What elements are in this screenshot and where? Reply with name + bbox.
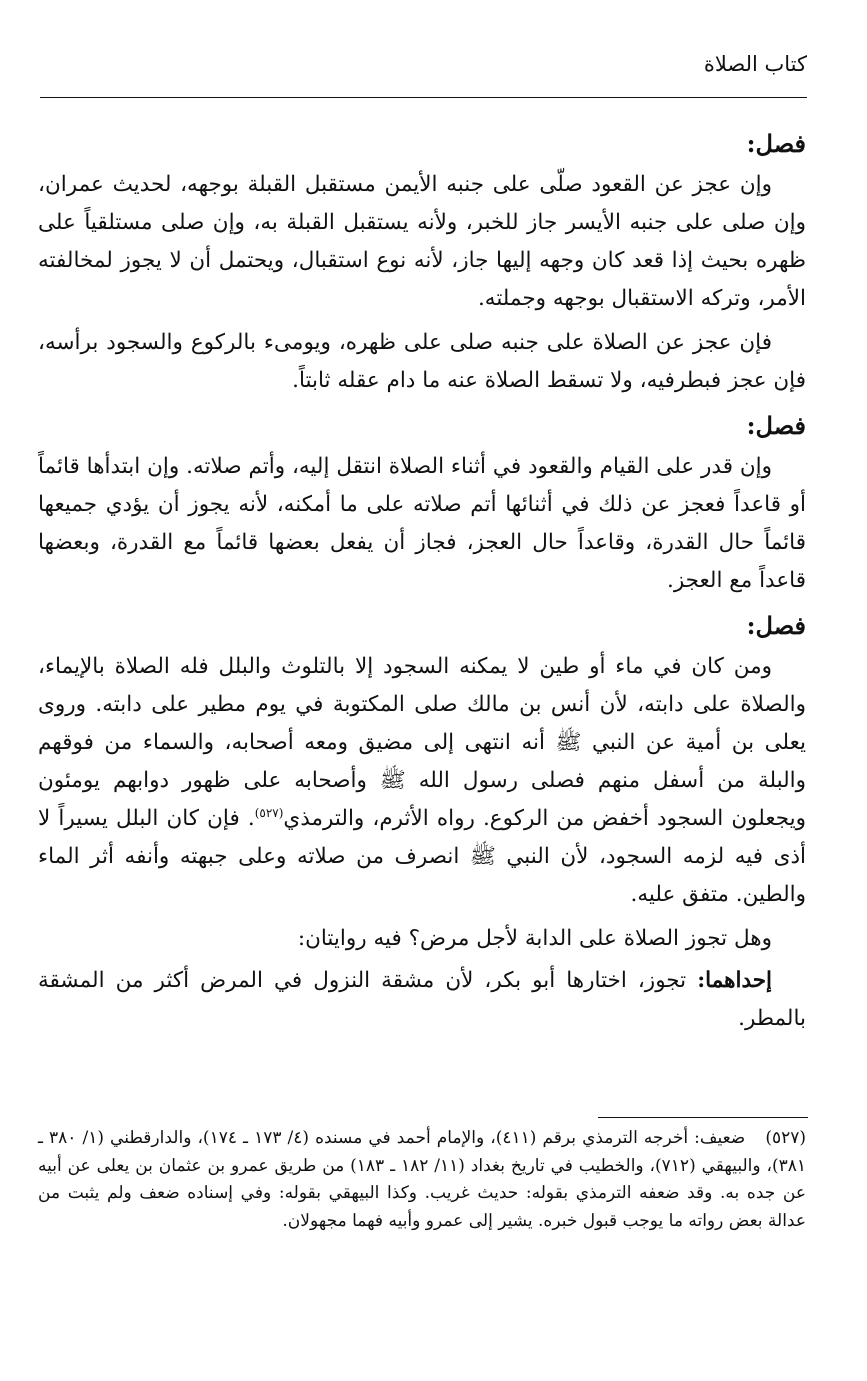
footnote-reference[interactable]: (٥٢٧): [254, 805, 284, 820]
footnote-rule: [598, 1117, 808, 1118]
footnote-text: ضعيف: أخرجه الترمذي برقم (٤١١)، والإمام أحمد في مسنده (٤/ ١٧٣ ـ ١٧٤)، والدارقطني (١/ ٣٨٠ ـ ٣٨١)، والبيهقي (٧١٢)، والخطيب في تاريخ بغداد (١١/ ١٨٢ ـ ١٨٣) من طريق عمرو بن عثمان بن يعلى عن أبيه عن جده به. وقد ضعفه الترمذي بقوله: حديث غريب. وكذا البيهقي بقوله: وفي إسناده ضعف ولم يثبت من عدالة بعض رواته ما يوجب قبول خبره. يشير إلى عمرو وأبيه فهما مجهولان.: [38, 1128, 806, 1231]
footnote-number: (٥٢٧): [765, 1128, 806, 1148]
paragraph-text: . فإن كان البلل يسيراً لا أذى فيه لزمه السجود، لأن النبي ﷺ انصرف من صلاته وعلى جبهته وأنفه أثر الماء والطين. متفق عليه.: [38, 806, 806, 907]
paragraph: [38, 648, 806, 914]
header-rule: [40, 97, 807, 98]
paragraph: وهل تجوز الصلاة على الدابة لأجل مرض؟ فيه روايتان:: [297, 926, 772, 951]
running-head: كتاب الصلاة: [703, 52, 807, 76]
paragraph-lead: إحداهما:: [697, 968, 772, 993]
paragraph: فإن عجز عن الصلاة على جنبه صلى على ظهره، ويومىء بالركوع والسجود برأسه، فإن عجز فبطرفيه، ولا تسقط الصلاة عنه ما دام عقله ثابتاً.: [38, 330, 806, 393]
paragraph-text: تجوز، اختارها أبو بكر، لأن مشقة النزول في المرض أكثر من المشقة بالمطر.: [38, 968, 806, 1031]
section-heading: فصل:: [746, 611, 806, 640]
paragraph: وإن عجز عن القعود صلّى على جنبه الأيمن مستقبل القبلة بوجهه، لحديث عمران، وإن صلى على جنبه الأيسر جاز للخبر، ولأنه يستقبل القبلة به، وإن صلى مستلقياً على ظهره بحيث إذا قعد كان وجهه إليها جاز، لأنه نوع استقبال، ويحتمل أن لا يجوز لمخالفته الأمر، وتركه الاستقبال بوجهه وجملته.: [38, 172, 806, 311]
footnote: [38, 1125, 806, 1235]
section-heading: فصل:: [746, 129, 806, 158]
paragraph: [38, 962, 806, 1038]
body-text: [38, 118, 806, 1044]
paragraph: وإن قدر على القيام والقعود في أثناء الصلاة انتقل إليه، وأتم صلاته. وإن ابتدأها قائماً أو قاعداً فعجز عن ذلك في أثنائها أتم صلاته على ما أمكنه، لأنه يجوز أن يؤدي جميعها قائماً حال القدرة، وقاعداً حال العجز، فجاز أن يفعل بعضها قائماً مع القدرة، وبعضها قاعداً مع العجز.: [38, 454, 806, 593]
section-heading: فصل:: [746, 411, 806, 440]
paragraph-text: ومن كان في ماء أو طين لا يمكنه السجود إلا بالتلوث والبلل فله الصلاة بالإيماء، والصلاة على دابته، لأن أنس بن مالك صلى المكتوبة في يوم مطير على دابته. وروى يعلى بن أمية عن النبي ﷺ أنه انتهى إلى مضيق ومعه أصحابه، والسماء من فوقهم والبلة من أسفل منهم فصلى رسول الله ﷺ وأصحابه على ظهور دوابهم يومئون ويجعلون السجود أخفض من الركوع. رواه الأثرم، والترمذي: [38, 654, 806, 831]
